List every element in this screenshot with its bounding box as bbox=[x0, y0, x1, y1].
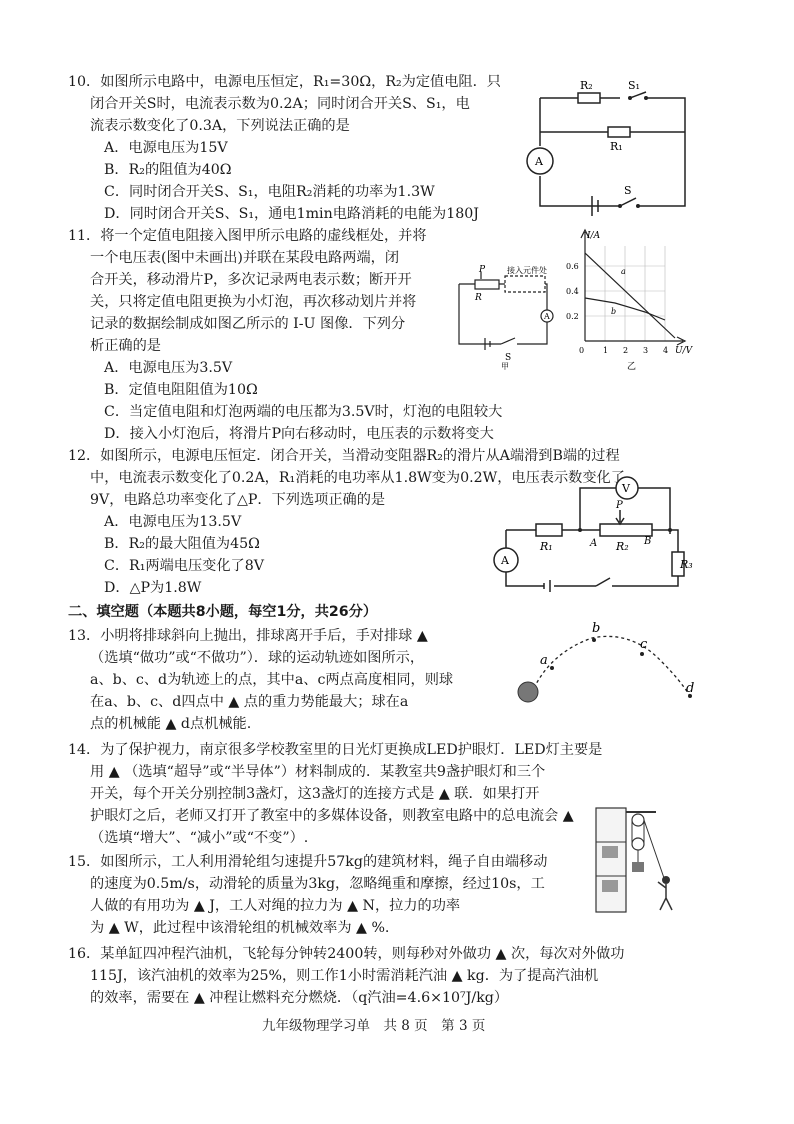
q11-option-d: D．接入小灯泡后，将滑片P向右移动时，电压表的示数将变大 bbox=[104, 426, 494, 442]
q10-option-c: C．同时闭合开关S、S₁，电阻R₂消耗的功率为1.3W bbox=[104, 184, 435, 200]
q11-line-1: 11．将一个定值电阻接入图甲所示电路的虚线框处，并将 bbox=[68, 228, 427, 244]
q11-jia-ammeter-label: A bbox=[544, 312, 550, 321]
q11-jia-p-label: P bbox=[479, 265, 486, 275]
q12-line-1: 12．如图所示，电源电压恒定．闭合开关，当滑动变阻器R₂的滑片从A端滑到B端的过程 bbox=[68, 448, 620, 464]
q11-graph-xtick: 3 bbox=[643, 346, 649, 355]
q10-option-d: D．同时闭合开关S、S₁，通电1min电路消耗的电能为180J bbox=[104, 206, 479, 222]
q11-graph-xtick: 4 bbox=[663, 346, 669, 355]
q13-line-4: 在a、b、c、d四点中 ▲ 点的重力势能最大；球在a bbox=[90, 694, 409, 710]
q11-jia-s-label: S bbox=[505, 353, 512, 363]
q10-line-2: 闭合开关S时，电流表示数为0.2A；同时闭合开关S、S₁，电 bbox=[90, 96, 470, 112]
q12-fig-a-end-label: A bbox=[590, 538, 598, 549]
q11-line-4: 关，只将定值电阻更换为小灯泡，再次移动划片并将 bbox=[90, 294, 417, 310]
q11-graph-xlabel: U/V bbox=[675, 346, 693, 356]
q10-fig-s-label: S bbox=[624, 184, 632, 197]
q16-line-2: 115J，该汽油机的效率为25%，则工作1小时需消耗汽油 ▲ kg．为了提高汽油机 bbox=[90, 968, 599, 984]
q10-circuit-figure bbox=[520, 76, 700, 216]
q12-fig-b-end-label: B bbox=[644, 536, 652, 547]
section-2-heading: 二、填空题（本题共8小题，每空1分，共26分） bbox=[68, 604, 378, 620]
q12-option-c: C．R₁两端电压变化了8V bbox=[104, 558, 264, 574]
q11-option-a: A．电源电压为3.5V bbox=[104, 360, 233, 376]
q11-line-3: 合开关，移动滑片P，多次记录两电表示数；断开开 bbox=[90, 272, 412, 288]
q11-line-5: 记录的数据绘制成如图乙所示的 I-U 图像．下列分 bbox=[90, 316, 406, 332]
q11-jia-box-label: 接入元件处 bbox=[507, 266, 547, 275]
q10-fig-s1-label: S₁ bbox=[628, 79, 640, 92]
q15-line-2: 的速度为0.5m/s，动滑轮的质量为3kg，忽略绳重和摩擦，经过10s，工 bbox=[90, 876, 545, 892]
q15-line-1: 15．如图所示，工人利用滑轮组匀速提升57kg的建筑材料，绳子自由端移动 bbox=[68, 854, 548, 870]
q11-graph-xtick: 1 bbox=[603, 346, 609, 355]
q11-graph-xtick: 2 bbox=[623, 346, 629, 355]
q13-line-2: （选填“做功”或“不做功”）．球的运动轨迹如图所示， bbox=[90, 650, 425, 666]
q10-fig-r1-label: R₁ bbox=[610, 140, 623, 153]
q12-option-a: A．电源电压为13.5V bbox=[104, 514, 242, 530]
q10-line-1: 10．如图所示电路中，电源电压恒定，R₁=30Ω，R₂为定值电阻．只 bbox=[68, 74, 501, 90]
q10-option-a: A．电源电压为15V bbox=[104, 140, 228, 156]
q11-option-c: C．当定值电阻和灯泡两端的电压都为3.5V时，灯泡的电阻较大 bbox=[104, 404, 503, 420]
q11-graph-xtick: 0 bbox=[579, 346, 585, 355]
q13-line-1: 13．小明将排球斜向上抛出，排球离开手后，手对排球 ▲ bbox=[68, 628, 428, 644]
q13-line-3: a、b、c、d为轨迹上的点，其中a、c两点高度相同，则球 bbox=[90, 672, 454, 688]
q11-option-b: B．定值电阻阻值为10Ω bbox=[104, 382, 258, 398]
q14-line-3: 开关，每个开关分别控制3盏灯，这3盏灯的连接方式是 ▲ 联．如果打开 bbox=[90, 786, 540, 802]
q15-pulley-figure bbox=[594, 806, 686, 914]
q12-fig-r2-label: R₂ bbox=[616, 540, 629, 553]
q14-line-1: 14．为了保护视力，南京很多学校教室里的日光灯更换成LED护眼灯．LED灯主要是 bbox=[68, 742, 603, 758]
q15-line-3: 人做的有用功为 ▲ J，工人对绳的拉力为 ▲ N，拉力的功率 bbox=[90, 898, 461, 914]
q12-fig-v-label: V bbox=[622, 482, 630, 495]
q11-graph-ytick: 0.6 bbox=[566, 262, 579, 271]
q12-fig-r3-label: R₃ bbox=[680, 558, 693, 571]
q13-fig-c-label: c bbox=[640, 637, 648, 652]
q14-line-4: 护眼灯之后，老师又打开了教室中的多媒体设备，则教室电路中的总电流会 ▲ bbox=[90, 808, 574, 824]
q12-line-2: 中，电流表示数变化了0.2A，R₁消耗的电功率从1.8W变为0.2W，电压表示数变化了 bbox=[90, 470, 625, 486]
q13-fig-b-label: b bbox=[592, 621, 601, 636]
q12-option-d: D．△P为1.8W bbox=[104, 580, 202, 596]
q14-line-5: （选填“增大”、“减小”或“不变”）. bbox=[90, 830, 309, 846]
q12-circuit-figure bbox=[492, 474, 697, 602]
q11-circuit-jia bbox=[455, 262, 555, 370]
q11-graph-a-label: a bbox=[621, 267, 626, 276]
q13-fig-a-label: a bbox=[540, 653, 548, 668]
q12-fig-ammeter-label: A bbox=[501, 554, 509, 567]
q12-fig-r1-label: R₁ bbox=[540, 540, 553, 553]
q10-fig-ammeter-label: A bbox=[535, 155, 543, 168]
q11-graph-ytick: 0.2 bbox=[566, 312, 579, 321]
q13-fig-d-label: d bbox=[686, 681, 695, 696]
q13-line-5: 点的机械能 ▲ d点机械能. bbox=[90, 716, 252, 732]
q10-fig-r2-label: R₂ bbox=[580, 79, 593, 92]
q11-graph-ylabel: I/A bbox=[587, 231, 601, 241]
q11-jia-caption: 甲 bbox=[501, 362, 509, 370]
q11-line-6: 析正确的是 bbox=[90, 338, 161, 354]
q13-trajectory-figure bbox=[512, 616, 702, 712]
q16-line-1: 16．某单缸四冲程汽油机，飞轮每分钟转2400转，则每秒对外做功 ▲ 次，每次对外做功 bbox=[68, 946, 625, 962]
q11-graph-caption: 乙 bbox=[627, 362, 637, 372]
q10-line-3: 流表示数变化了0.3A，下列说法正确的是 bbox=[90, 118, 350, 134]
q15-line-4: 为 ▲ W，此过程中该滑轮组的机械效率为 ▲ %. bbox=[90, 920, 390, 936]
q11-graph-b-label: b bbox=[611, 307, 617, 316]
q11-line-2: 一个电压表(图中未画出)并联在某段电路两端，闭 bbox=[90, 250, 400, 266]
q12-fig-p-label: P bbox=[616, 500, 623, 511]
q12-option-b: B．R₂的最大阻值为45Ω bbox=[104, 536, 260, 552]
page-footer: 九年级物理学习单 共 8 页 第 3 页 bbox=[262, 1018, 486, 1034]
q11-graph-ytick: 0.4 bbox=[566, 287, 579, 296]
q10-option-b: B．R₂的阻值为40Ω bbox=[104, 162, 232, 178]
q11-iu-graph-yi bbox=[565, 226, 695, 372]
q11-jia-r-label: R bbox=[475, 293, 482, 303]
q12-line-3: 9V，电路总功率变化了△P．下列选项正确的是 bbox=[90, 492, 386, 508]
q16-line-3: 的效率，需要在 ▲ 冲程让燃料充分燃烧．（q汽油=4.6×10⁷J/kg） bbox=[90, 990, 509, 1006]
q14-line-2: 用 ▲ （选填“超导”或“半导体”）材料制成的．某教室共9盏护眼灯和三个 bbox=[90, 764, 546, 780]
